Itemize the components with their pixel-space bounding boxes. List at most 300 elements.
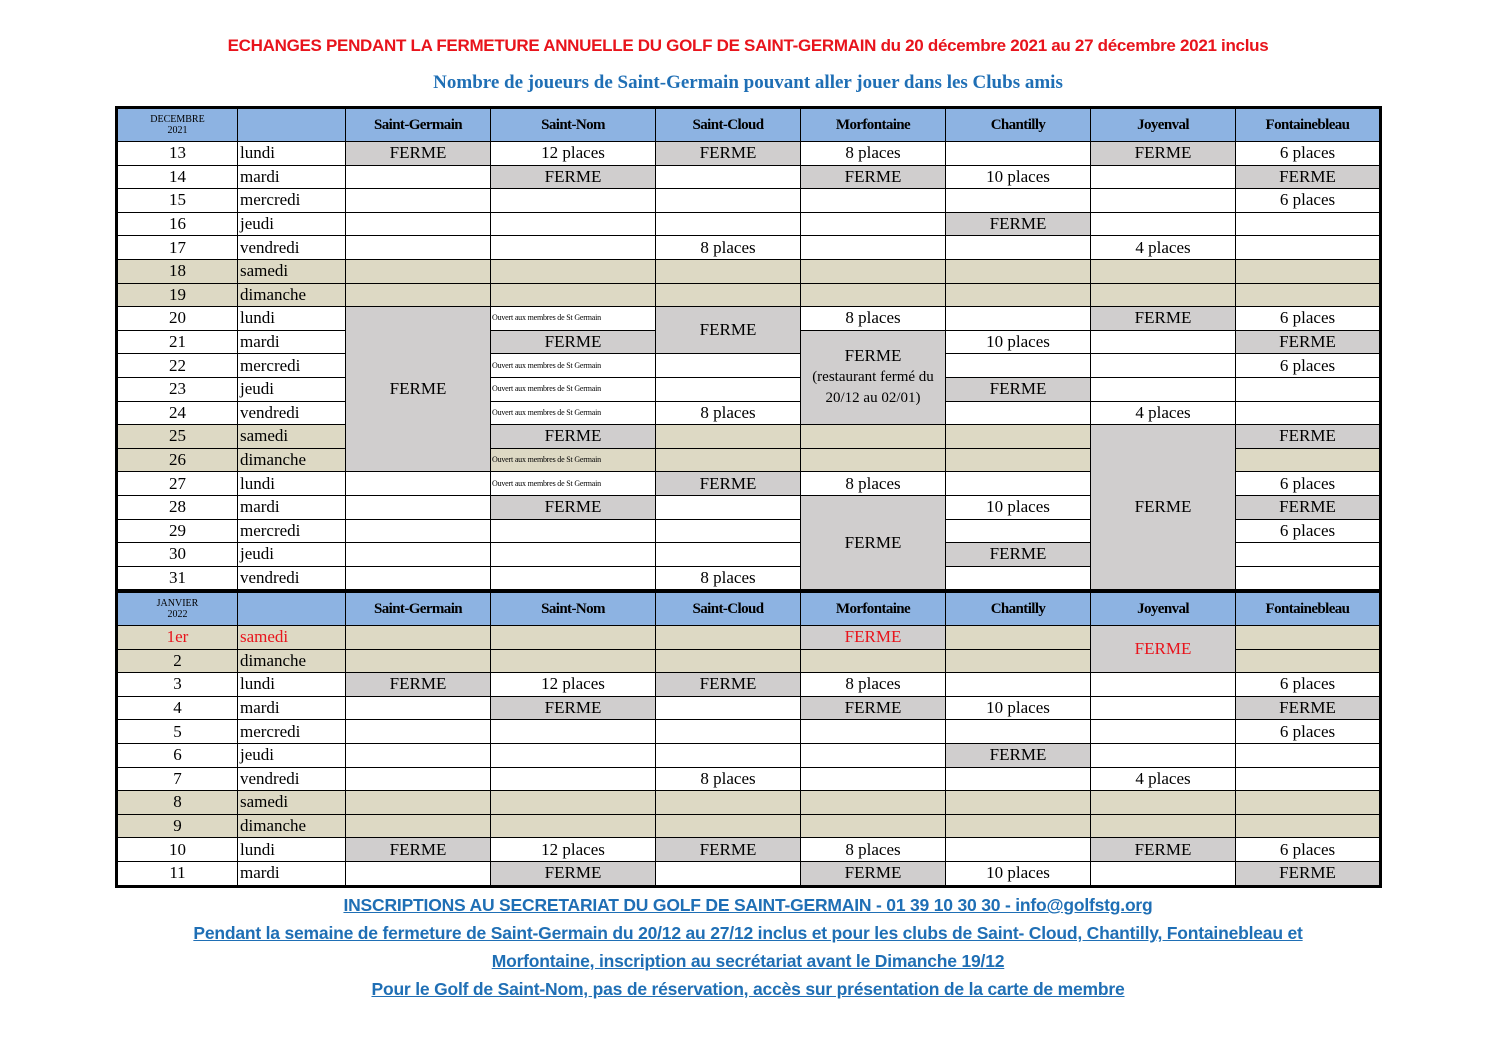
cell-morfontaine (801, 189, 946, 213)
cell-saint-nom: FERME (491, 330, 656, 354)
table-row (118, 743, 1380, 767)
cell-fontainebleau (1236, 626, 1380, 650)
page-title: ECHANGES PENDANT LA FERMETURE ANNUELLE DU GOLF DE SAINT-GERMAIN du 20 décembre 2021 au 27 décembre 2021 inclus (227, 36, 1269, 55)
weekday-cell: dimanche (238, 448, 346, 472)
weekday-cell: mercredi (238, 720, 346, 744)
date-cell: 24 (118, 401, 238, 425)
cell-chantilly: FERME (946, 743, 1091, 767)
cell-saint-germain (346, 165, 491, 189)
cell-saint-nom: 12 places (491, 838, 656, 862)
date-cell: 8 (118, 791, 238, 815)
footer-closure-note[interactable]: Pendant la semaine de fermeture de Saint-Germain du 20/12 au 27/12 inclus et pour les clubs de Saint- Cloud, Chantilly, Fontainebleau et (193, 923, 1303, 943)
cell-chantilly (946, 448, 1091, 472)
cell-saint-germain (346, 767, 491, 791)
cell-joyenval (1091, 189, 1236, 213)
weekday-cell: jeudi (238, 743, 346, 767)
cell-chantilly (946, 649, 1091, 673)
weekday-cell: dimanche (238, 283, 346, 307)
table-row (118, 791, 1380, 815)
cell-saint-nom (491, 649, 656, 673)
cell-saint-cloud (656, 354, 801, 378)
cell-saint-cloud (656, 861, 801, 885)
january-table (117, 592, 1380, 886)
date-cell: 17 (118, 236, 238, 260)
month-name: JANVIER (156, 598, 199, 609)
table-row (118, 401, 1380, 425)
table-row (118, 861, 1380, 885)
cell-saint-cloud: FERME (656, 838, 801, 862)
cell-chantilly (946, 425, 1091, 449)
cell-saint-germain (346, 720, 491, 744)
cell-saint-cloud: FERME (656, 142, 801, 166)
table-row (118, 673, 1380, 697)
cell-saint-nom: Ouvert aux membres de St Germain (491, 472, 656, 496)
weekday-cell: mercredi (238, 354, 346, 378)
cell-chantilly: 10 places (946, 330, 1091, 354)
weekday-cell: mardi (238, 495, 346, 519)
weekday-cell: lundi (238, 838, 346, 862)
cell-fontainebleau (1236, 236, 1380, 260)
weekday-cell: samedi (238, 259, 346, 283)
table-row (118, 283, 1380, 307)
cell-saint-nom (491, 626, 656, 650)
cell-saint-germain (346, 543, 491, 567)
cell-saint-cloud: FERME (656, 673, 801, 697)
cell-saint-cloud: 8 places (656, 236, 801, 260)
date-cell: 29 (118, 519, 238, 543)
cell-fontainebleau (1236, 212, 1380, 236)
weekday-cell: vendredi (238, 566, 346, 590)
weekday-cell: mardi (238, 696, 346, 720)
date-cell: 7 (118, 767, 238, 791)
cell-chantilly: FERME (946, 543, 1091, 567)
cell-saint-germain (346, 861, 491, 885)
cell-saint-nom: Ouvert aux membres de St Germain (491, 354, 656, 378)
cell-chantilly: FERME (946, 212, 1091, 236)
cell-saint-cloud (656, 165, 801, 189)
cell-saint-nom: 12 places (491, 673, 656, 697)
club-header-saint-cloud: Saint-Cloud (656, 593, 801, 626)
date-cell: 14 (118, 165, 238, 189)
cell-saint-nom (491, 767, 656, 791)
cell-chantilly: 10 places (946, 165, 1091, 189)
cell-saint-cloud: 8 places (656, 767, 801, 791)
cell-saint-germain (346, 236, 491, 260)
cell-saint-cloud (656, 814, 801, 838)
cell-chantilly (946, 673, 1091, 697)
cell-morfontaine: FERME (801, 165, 946, 189)
cell-joyenval (1091, 814, 1236, 838)
cell-saint-nom: Ouvert aux membres de St Germain (491, 307, 656, 331)
date-cell: 22 (118, 354, 238, 378)
table-row (118, 259, 1380, 283)
club-header-morfontaine: Morfontaine (801, 593, 946, 626)
table-header-row (118, 593, 1380, 626)
cell-fontainebleau: 6 places (1236, 673, 1380, 697)
date-cell: 6 (118, 743, 238, 767)
cell-saint-germain (346, 189, 491, 213)
club-header-chantilly: Chantilly (946, 593, 1091, 626)
cell-saint-cloud (656, 649, 801, 673)
cell-joyenval: 4 places (1091, 236, 1236, 260)
cell-saint-germain (346, 283, 491, 307)
cell-joyenval (1091, 861, 1236, 885)
table-row (118, 696, 1380, 720)
cell-fontainebleau: 6 places (1236, 472, 1380, 496)
cell-fontainebleau: FERME (1236, 495, 1380, 519)
weekday-cell: mardi (238, 330, 346, 354)
weekday-cell: jeudi (238, 212, 346, 236)
cell-saint-nom (491, 791, 656, 815)
table-row (118, 720, 1380, 744)
cell-saint-nom: FERME (491, 425, 656, 449)
cell-fontainebleau (1236, 377, 1380, 401)
morfontaine-closure-line: FERME (844, 346, 902, 366)
cell-joyenval: FERME (1091, 425, 1236, 590)
cell-morfontaine (801, 212, 946, 236)
cell-morfontaine: 8 places (801, 142, 946, 166)
cell-saint-nom (491, 743, 656, 767)
cell-fontainebleau: FERME (1236, 330, 1380, 354)
cell-fontainebleau: FERME (1236, 696, 1380, 720)
cell-saint-nom: Ouvert aux membres de St Germain (491, 377, 656, 401)
cell-fontainebleau: 6 places (1236, 307, 1380, 331)
weekday-cell: mardi (238, 861, 346, 885)
cell-joyenval (1091, 673, 1236, 697)
cell-saint-nom (491, 189, 656, 213)
date-cell: 28 (118, 495, 238, 519)
date-cell: 16 (118, 212, 238, 236)
weekday-cell: jeudi (238, 543, 346, 567)
cell-saint-nom: Ouvert aux membres de St Germain (491, 448, 656, 472)
club-header-joyenval: Joyenval (1091, 109, 1236, 142)
cell-chantilly (946, 791, 1091, 815)
cell-chantilly: 10 places (946, 696, 1091, 720)
cell-saint-germain (346, 259, 491, 283)
club-header-fontainebleau: Fontainebleau (1236, 109, 1380, 142)
cell-joyenval: 4 places (1091, 767, 1236, 791)
cell-chantilly (946, 236, 1091, 260)
weekday-cell: dimanche (238, 814, 346, 838)
cell-saint-cloud (656, 696, 801, 720)
cell-chantilly (946, 519, 1091, 543)
date-cell: 9 (118, 814, 238, 838)
cell-fontainebleau: 6 places (1236, 189, 1380, 213)
cell-saint-nom (491, 543, 656, 567)
cell-saint-cloud (656, 626, 801, 650)
cell-morfontaine: FERME (801, 861, 946, 885)
cell-fontainebleau: 6 places (1236, 354, 1380, 378)
date-cell: 19 (118, 283, 238, 307)
cell-joyenval (1091, 791, 1236, 815)
table-row (118, 236, 1380, 260)
cell-chantilly: 10 places (946, 495, 1091, 519)
cell-fontainebleau (1236, 791, 1380, 815)
club-header-saint-germain: Saint-Germain (346, 109, 491, 142)
cell-joyenval (1091, 212, 1236, 236)
date-cell: 31 (118, 566, 238, 590)
club-header-chantilly: Chantilly (946, 109, 1091, 142)
cell-chantilly (946, 259, 1091, 283)
cell-saint-germain (346, 566, 491, 590)
weekday-cell: samedi (238, 425, 346, 449)
cell-chantilly (946, 401, 1091, 425)
weekday-cell: lundi (238, 307, 346, 331)
cell-saint-germain (346, 626, 491, 650)
weekday-cell: mercredi (238, 519, 346, 543)
cell-saint-cloud (656, 543, 801, 567)
cell-saint-germain: FERME (346, 307, 491, 472)
date-cell: 26 (118, 448, 238, 472)
cell-saint-nom: 12 places (491, 142, 656, 166)
cell-joyenval: FERME (1091, 838, 1236, 862)
cell-morfontaine (801, 236, 946, 260)
cell-saint-nom (491, 236, 656, 260)
weekday-cell: vendredi (238, 236, 346, 260)
cell-joyenval (1091, 330, 1236, 354)
table-row (118, 354, 1380, 378)
cell-fontainebleau (1236, 543, 1380, 567)
date-cell: 27 (118, 472, 238, 496)
cell-morfontaine: 8 places (801, 838, 946, 862)
cell-fontainebleau (1236, 283, 1380, 307)
cell-saint-germain (346, 696, 491, 720)
date-cell: 10 (118, 838, 238, 862)
cell-saint-germain (346, 743, 491, 767)
table-row (118, 377, 1380, 401)
day-header (238, 593, 346, 626)
cell-saint-germain: FERME (346, 142, 491, 166)
weekday-cell: lundi (238, 142, 346, 166)
cell-saint-nom: FERME (491, 861, 656, 885)
footer-registration[interactable]: INSCRIPTIONS AU SECRETARIAT DU GOLF DE SAINT-GERMAIN - 01 39 10 30 30 - info@golfstg.org (343, 895, 1153, 915)
cell-saint-cloud (656, 743, 801, 767)
cell-morfontaine (801, 720, 946, 744)
cell-fontainebleau (1236, 814, 1380, 838)
cell-joyenval (1091, 354, 1236, 378)
table-row (118, 212, 1380, 236)
cell-joyenval (1091, 377, 1236, 401)
cell-morfontaine: FERME (801, 696, 946, 720)
cell-fontainebleau: 6 places (1236, 838, 1380, 862)
month-label (118, 109, 238, 142)
cell-joyenval (1091, 283, 1236, 307)
cell-saint-germain (346, 212, 491, 236)
cell-chantilly (946, 838, 1091, 862)
cell-joyenval: FERME (1091, 307, 1236, 331)
cell-saint-nom (491, 283, 656, 307)
cell-fontainebleau: 6 places (1236, 519, 1380, 543)
cell-chantilly (946, 814, 1091, 838)
date-cell: 20 (118, 307, 238, 331)
club-header-morfontaine: Morfontaine (801, 109, 946, 142)
cell-morfontaine (801, 791, 946, 815)
cell-saint-germain (346, 814, 491, 838)
cell-joyenval: FERME (1091, 626, 1236, 673)
cell-chantilly (946, 354, 1091, 378)
cell-saint-cloud (656, 189, 801, 213)
table-row (118, 425, 1380, 449)
cell-chantilly (946, 283, 1091, 307)
cell-saint-cloud (656, 791, 801, 815)
cell-fontainebleau: 6 places (1236, 142, 1380, 166)
cell-chantilly (946, 189, 1091, 213)
page-subtitle: Nombre de joueurs de Saint-Germain pouvant aller jouer dans les Clubs amis (433, 72, 1063, 93)
club-header-joyenval: Joyenval (1091, 593, 1236, 626)
date-cell: 3 (118, 673, 238, 697)
cell-morfontaine: FERME (801, 495, 946, 589)
cell-saint-cloud: 8 places (656, 566, 801, 590)
cell-morfontaine: 8 places (801, 307, 946, 331)
cell-fontainebleau (1236, 767, 1380, 791)
cell-saint-germain: FERME (346, 673, 491, 697)
cell-fontainebleau (1236, 448, 1380, 472)
cell-saint-nom: Ouvert aux membres de St Germain (491, 401, 656, 425)
date-cell: 4 (118, 696, 238, 720)
cell-saint-cloud: FERME (656, 307, 801, 354)
cell-saint-nom (491, 212, 656, 236)
date-cell: 11 (118, 861, 238, 885)
cell-chantilly: FERME (946, 377, 1091, 401)
cell-fontainebleau (1236, 566, 1380, 590)
weekday-cell: lundi (238, 472, 346, 496)
cell-joyenval: 4 places (1091, 401, 1236, 425)
cell-saint-nom: FERME (491, 165, 656, 189)
weekday-cell: jeudi (238, 377, 346, 401)
cell-saint-cloud (656, 425, 801, 449)
cell-morfontaine (801, 448, 946, 472)
cell-joyenval (1091, 743, 1236, 767)
cell-saint-nom (491, 259, 656, 283)
cell-chantilly: 10 places (946, 861, 1091, 885)
morfontaine-closure-line: (restaurant fermé du (812, 369, 934, 386)
cell-saint-cloud: FERME (656, 472, 801, 496)
cell-morfontaine (801, 259, 946, 283)
cell-morfontaine: 8 places (801, 472, 946, 496)
table-row (118, 814, 1380, 838)
cell-morfontaine (801, 649, 946, 673)
cell-saint-germain: FERME (346, 838, 491, 862)
table-row (118, 142, 1380, 166)
table-row (118, 626, 1380, 650)
cell-morfontaine (801, 330, 946, 424)
cell-saint-nom: FERME (491, 495, 656, 519)
cell-saint-nom (491, 814, 656, 838)
cell-saint-germain (346, 495, 491, 519)
date-cell: 25 (118, 425, 238, 449)
cell-saint-germain (346, 791, 491, 815)
weekday-cell: mercredi (238, 189, 346, 213)
day-header (238, 109, 346, 142)
date-cell: 30 (118, 543, 238, 567)
cell-morfontaine (801, 814, 946, 838)
morfontaine-closure-line: 20/12 au 02/01) (825, 390, 921, 407)
cell-saint-cloud: 8 places (656, 401, 801, 425)
cell-saint-cloud (656, 519, 801, 543)
cell-chantilly (946, 626, 1091, 650)
cell-saint-cloud (656, 448, 801, 472)
cell-chantilly (946, 566, 1091, 590)
footer-saint-nom-note[interactable]: Pour le Golf de Saint-Nom, pas de réservation, accès sur présentation de la carte de membre (371, 979, 1125, 999)
club-header-saint-nom: Saint-Nom (491, 593, 656, 626)
club-header-saint-nom: Saint-Nom (491, 109, 656, 142)
cell-fontainebleau: FERME (1236, 165, 1380, 189)
cell-saint-germain (346, 649, 491, 673)
weekday-cell: dimanche (238, 649, 346, 673)
cell-saint-cloud (656, 259, 801, 283)
cell-chantilly (946, 767, 1091, 791)
date-cell: 18 (118, 259, 238, 283)
date-cell: 13 (118, 142, 238, 166)
cell-saint-nom: FERME (491, 696, 656, 720)
cell-morfontaine (801, 743, 946, 767)
cell-saint-nom (491, 566, 656, 590)
date-cell: 5 (118, 720, 238, 744)
cell-joyenval: FERME (1091, 142, 1236, 166)
cell-saint-germain (346, 472, 491, 496)
cell-joyenval (1091, 696, 1236, 720)
weekday-cell: vendredi (238, 401, 346, 425)
weekday-cell: lundi (238, 673, 346, 697)
weekday-cell: vendredi (238, 767, 346, 791)
weekday-cell: samedi (238, 626, 346, 650)
cell-fontainebleau: 6 places (1236, 720, 1380, 744)
month-year: 2021 (167, 125, 188, 136)
club-header-fontainebleau: Fontainebleau (1236, 593, 1380, 626)
date-cell: 2 (118, 649, 238, 673)
cell-fontainebleau: FERME (1236, 425, 1380, 449)
date-cell: 21 (118, 330, 238, 354)
cell-chantilly (946, 307, 1091, 331)
month-year: 2022 (167, 609, 188, 620)
cell-chantilly (946, 472, 1091, 496)
cell-saint-cloud (656, 283, 801, 307)
december-table (117, 108, 1380, 590)
cell-fontainebleau (1236, 649, 1380, 673)
cell-chantilly (946, 720, 1091, 744)
cell-saint-cloud (656, 377, 801, 401)
cell-joyenval (1091, 165, 1236, 189)
table-header-row (118, 109, 1380, 142)
cell-morfontaine: FERME (801, 626, 946, 650)
cell-morfontaine (801, 425, 946, 449)
date-cell: 23 (118, 377, 238, 401)
cell-fontainebleau (1236, 259, 1380, 283)
cell-fontainebleau: FERME (1236, 861, 1380, 885)
cell-morfontaine (801, 767, 946, 791)
cell-joyenval (1091, 720, 1236, 744)
weekday-cell: mardi (238, 165, 346, 189)
cell-joyenval (1091, 259, 1236, 283)
footer-closure-note-cont[interactable]: Morfontaine, inscription au secrétariat avant le Dimanche 19/12 (491, 951, 1005, 971)
date-cell: 15 (118, 189, 238, 213)
club-header-saint-germain: Saint-Germain (346, 593, 491, 626)
weekday-cell: samedi (238, 791, 346, 815)
cell-fontainebleau (1236, 401, 1380, 425)
cell-fontainebleau (1236, 743, 1380, 767)
cell-saint-nom (491, 519, 656, 543)
cell-saint-germain (346, 519, 491, 543)
cell-morfontaine (801, 283, 946, 307)
cell-saint-cloud (656, 495, 801, 519)
date-cell: 1er (118, 626, 238, 650)
cell-saint-cloud (656, 720, 801, 744)
month-label (118, 593, 238, 626)
cell-saint-nom (491, 720, 656, 744)
club-header-saint-cloud: Saint-Cloud (656, 109, 801, 142)
table-row (118, 165, 1380, 189)
table-row (118, 307, 1380, 331)
